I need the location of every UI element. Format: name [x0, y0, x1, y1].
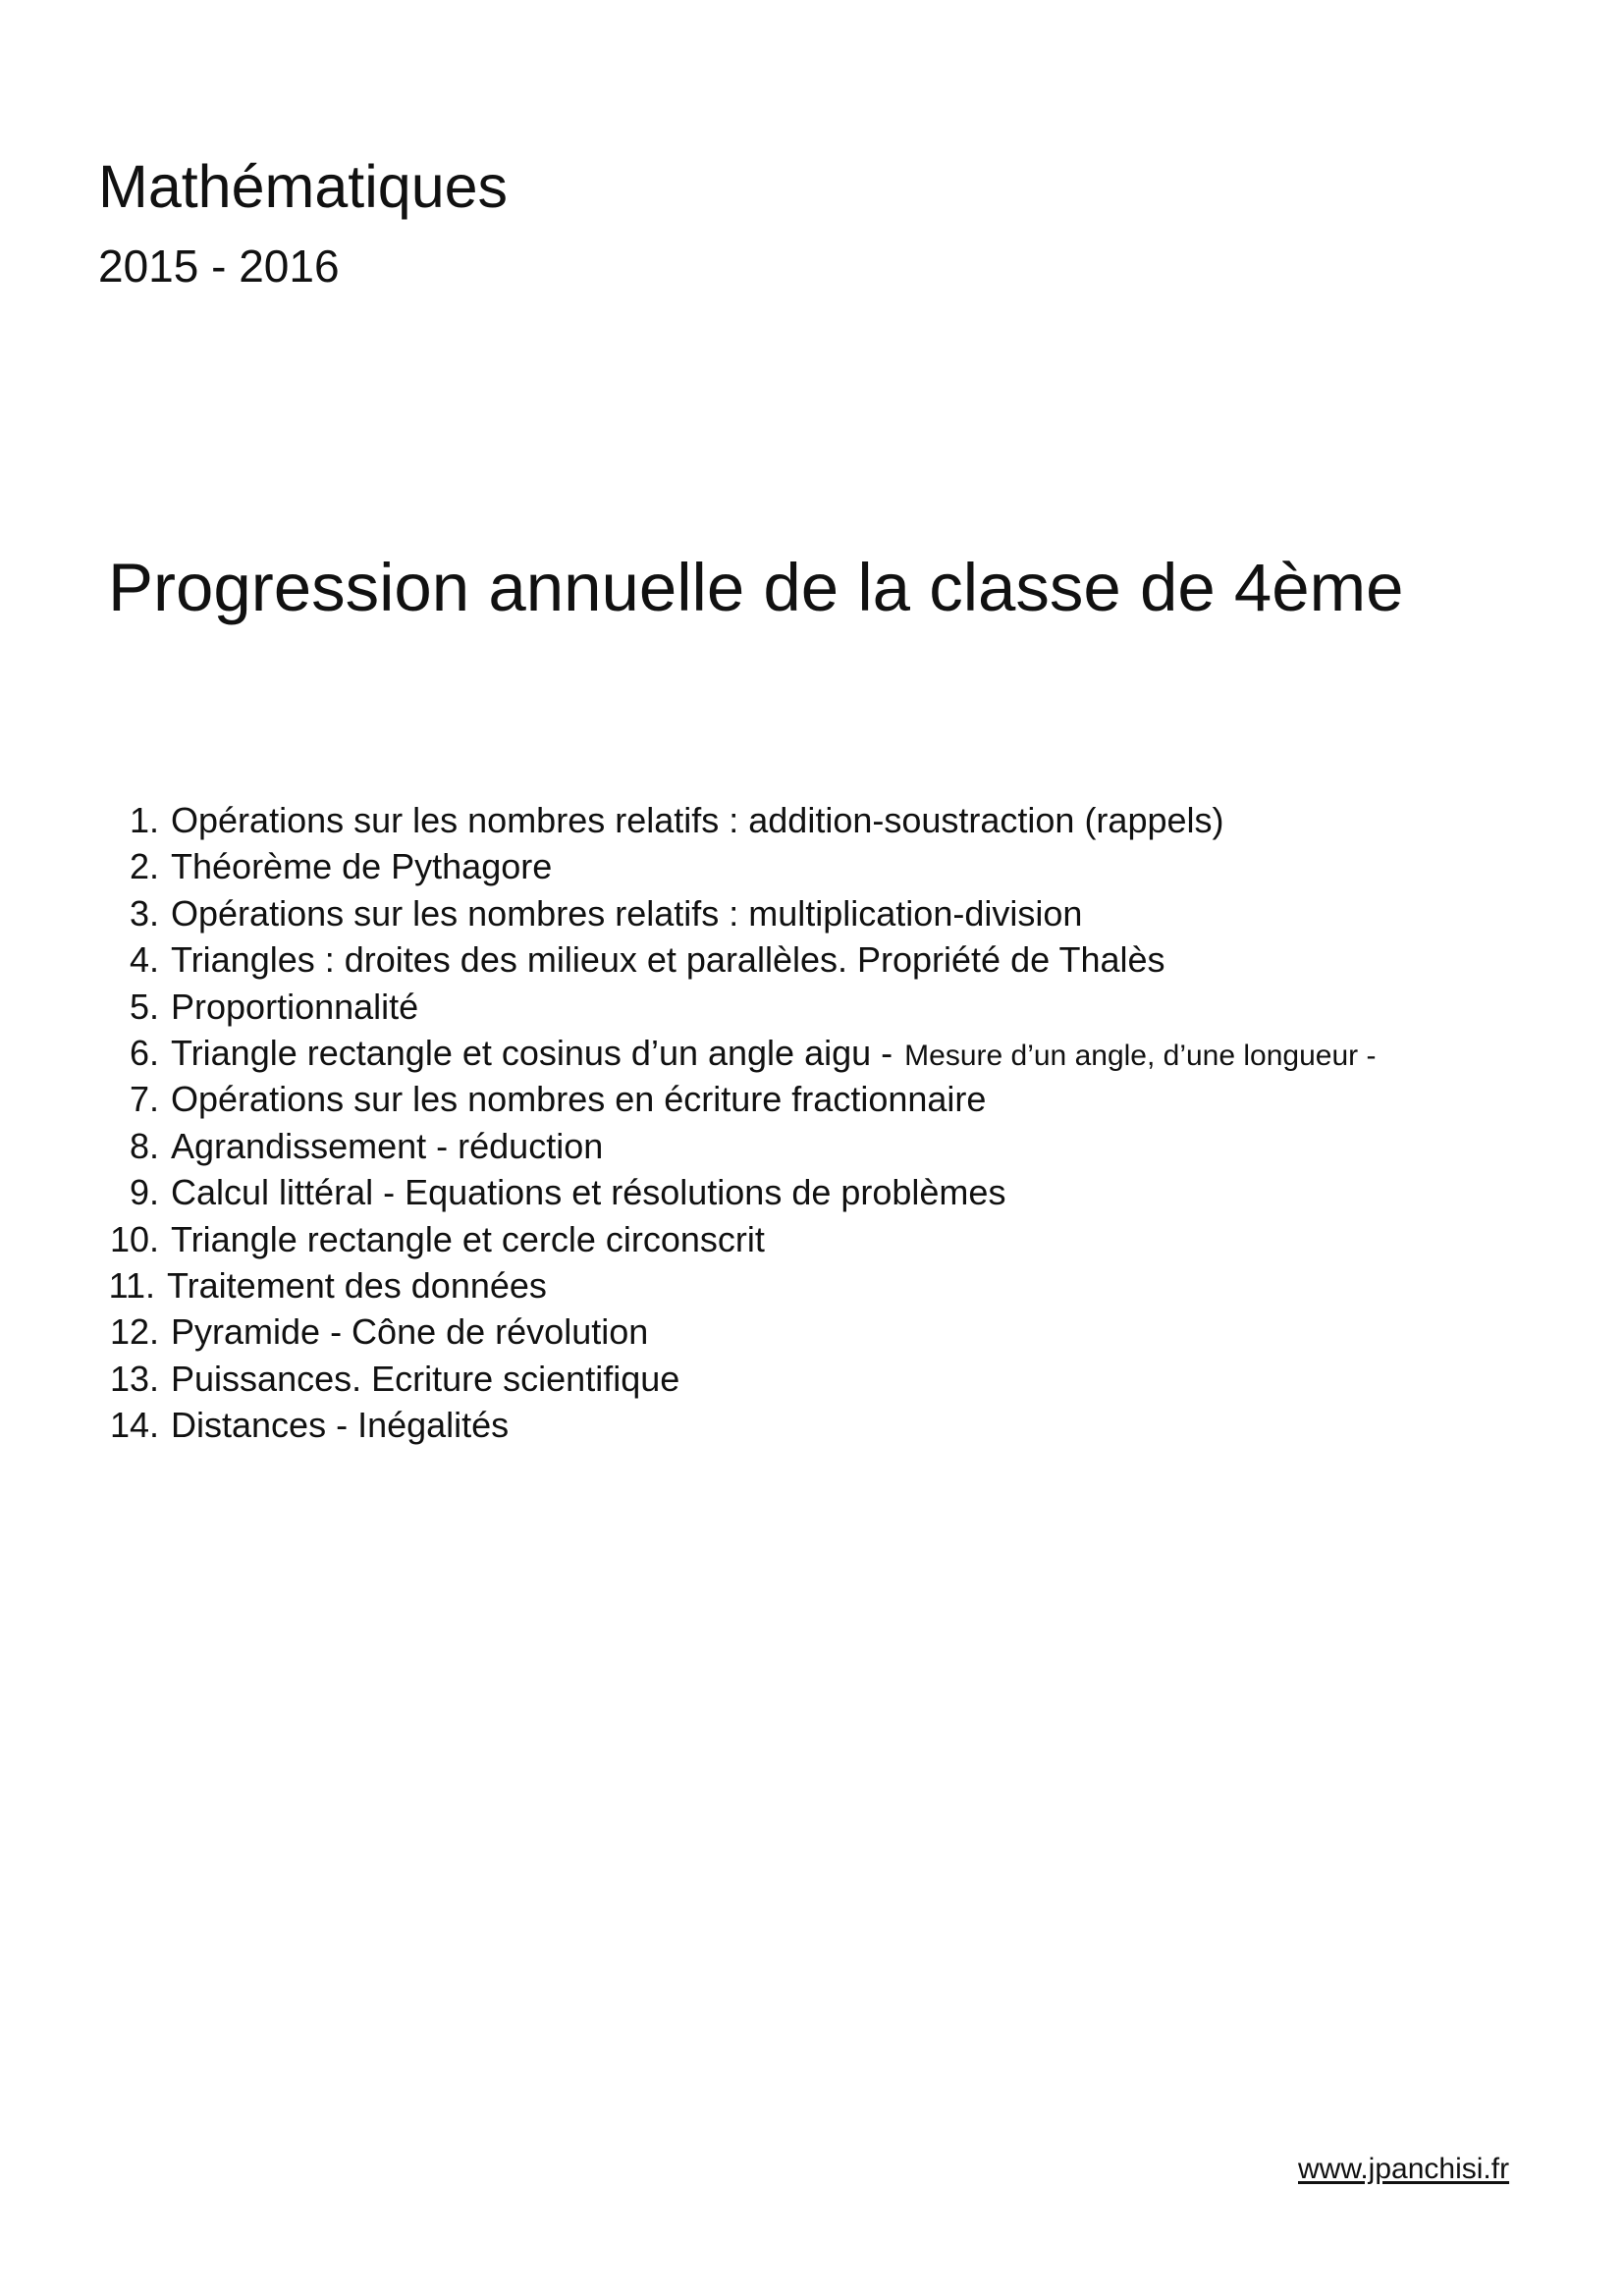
item-number: 2. — [129, 846, 159, 887]
item-number: 1. — [129, 800, 159, 840]
item-note: Mesure d’un angle, d’une longueur - — [904, 1039, 1377, 1072]
item-label: Opérations sur les nombres relatifs : multiplication-division — [171, 892, 1083, 934]
list-item — [98, 1076, 1571, 1122]
school-year: 2015 - 2016 — [98, 240, 340, 292]
item-label: Puissances. Ecriture scientifique — [171, 1358, 680, 1399]
item-label: Pyramide - Cône de révolution — [171, 1311, 649, 1353]
item-number: 13. — [109, 1358, 159, 1399]
item-number: 12. — [109, 1311, 159, 1353]
item-label: Triangles : droites des milieux et parallèles. Propriété de Thalès — [171, 939, 1165, 981]
item-label: Triangle rectangle et cosinus d’un angle aigu - — [171, 1032, 893, 1073]
item-label: Opérations sur les nombres en écriture fractionnaire — [171, 1079, 987, 1120]
item-number: 4. — [129, 939, 159, 981]
item-number: 3. — [129, 892, 159, 934]
list-item — [98, 890, 1571, 936]
progression-list — [98, 797, 1571, 1448]
item-number: 5. — [129, 986, 159, 1027]
item-number: 9. — [129, 1172, 159, 1213]
item-label: Proportionnalité — [171, 986, 419, 1027]
list-item — [98, 1123, 1571, 1169]
item-label: Calcul littéral - Equations et résolutions de problèmes — [171, 1172, 1006, 1213]
list-item — [98, 1356, 1571, 1402]
item-label: Théorème de Pythagore — [171, 846, 553, 887]
list-item — [98, 1308, 1571, 1355]
website-link[interactable]: www.jpanchisi.fr — [1298, 2153, 1510, 2185]
list-item — [98, 1262, 1571, 1308]
item-label: Agrandissement - réduction — [171, 1125, 604, 1166]
list-item — [98, 1030, 1571, 1076]
item-number: 14. — [109, 1405, 159, 1446]
list-item — [98, 984, 1571, 1030]
page-title: Progression annuelle de la classe de 4ème — [108, 550, 1404, 625]
item-number: 7. — [129, 1079, 159, 1120]
list-item — [98, 797, 1571, 843]
item-label: Opérations sur les nombres relatifs : addition-soustraction (rappels) — [171, 800, 1224, 840]
item-label: Distances - Inégalités — [171, 1405, 510, 1446]
item-number: 6. — [129, 1032, 159, 1073]
list-item — [98, 843, 1571, 889]
list-item — [98, 1169, 1571, 1215]
item-number: 10. — [109, 1218, 159, 1259]
item-number: 11. — [108, 1264, 155, 1306]
list-item — [98, 1216, 1571, 1262]
item-number: 8. — [129, 1125, 159, 1166]
list-item — [98, 936, 1571, 983]
item-label: Triangle rectangle et cercle circonscrit — [171, 1218, 765, 1259]
list-item — [98, 1402, 1571, 1448]
item-label: Traitement des données — [167, 1264, 547, 1306]
subject-heading: Mathématiques — [98, 153, 509, 220]
